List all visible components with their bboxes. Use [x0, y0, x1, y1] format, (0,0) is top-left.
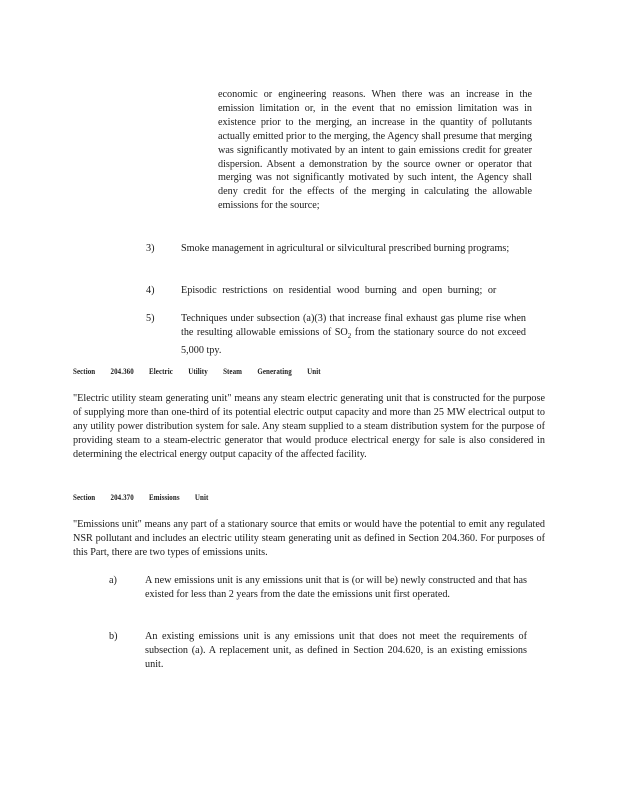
so2-subscript: 2 — [347, 331, 352, 340]
section-title-word: Unit — [194, 493, 209, 502]
section-204-370-body: "Emissions unit" means any part of a stationary source that emits or would have the potential to emit any regulated NSR pollutant and includes an electric utility steam generating unit as defined in Section 204.360. For purposes of this Part, there are two types of emissions units. — [73, 519, 545, 558]
section-label: Section — [73, 367, 96, 376]
section-title-word: Generating — [257, 367, 292, 376]
list-number-b: b) — [109, 631, 118, 642]
section-heading-204-370 — [73, 493, 224, 502]
section-title-word: Electric — [149, 367, 173, 376]
list-item-a-text: A new emissions unit is any emissions unit that is (or will be) newly constructed and that has existed for less than 2 years from the date the emissions unit first operated. — [145, 575, 527, 600]
section-heading-204-360 — [73, 367, 336, 376]
list-item-b-text: An existing emissions unit is any emissions unit that does not meet the requirements of subsection (a). A replacement unit, as defined in Section 204.620, is an existing emissions unit. — [145, 631, 527, 670]
list-item-4-text: Episodic restrictions on residential wood burning and open burning; or — [181, 285, 497, 296]
list-item-5-text-after: from the stationary source do not exceed 5,000 tpy. — [181, 326, 526, 356]
section-title-word: Unit — [307, 367, 321, 376]
list-number-a: a) — [109, 575, 117, 586]
merging-paragraph: economic or engineering reasons. When there was an increase in the emission limitation or, in the event that no emission limitation was in existence prior to the merging, an increase in the quantity of pollutants actually emitted prior to the merging, the Agency shall presume that merging was significantly motivated by an intent to gain emissions credit for greater dispersion. Absent a demonstration by the source owner or operator that merging was not significantly motivated by such intent, the Agency shall deny credit for the effects of the merging in calculating the allowable emissions for the source; — [218, 89, 532, 212]
list-item-5-text-before: Techniques under subsection (a)(3) that increase final exhaust gas plume rise when the resulting allowable emissions of SO — [181, 313, 526, 338]
list-item-5-text — [181, 312, 526, 358]
list-number-5: 5) — [146, 313, 155, 324]
section-number: 204.360 — [110, 367, 134, 376]
list-item-3-text: Smoke management in agricultural or silvicultural prescribed burning programs; — [181, 243, 510, 254]
section-number: 204.370 — [110, 493, 134, 502]
list-number-4: 4) — [146, 285, 155, 296]
section-204-360-body: "Electric utility steam generating unit" means any steam electric generating unit that is constructed for the purpose of supplying more than one-third of its potential electric output capacity and more than 25 MW electrical output to any utility power distribution system for sale. Any steam supplied to a steam distribution system for the purpose of providing steam to a steam-electric generator that would produce electrical energy for sale is also considered in determining the electrical energy output capacity of the affected facility. — [73, 393, 545, 460]
section-title-word: Steam — [223, 367, 243, 376]
section-title-word: Emissions — [149, 493, 180, 502]
list-number-3: 3) — [146, 243, 155, 254]
section-title-word: Utility — [188, 367, 208, 376]
section-label: Section — [73, 493, 96, 502]
